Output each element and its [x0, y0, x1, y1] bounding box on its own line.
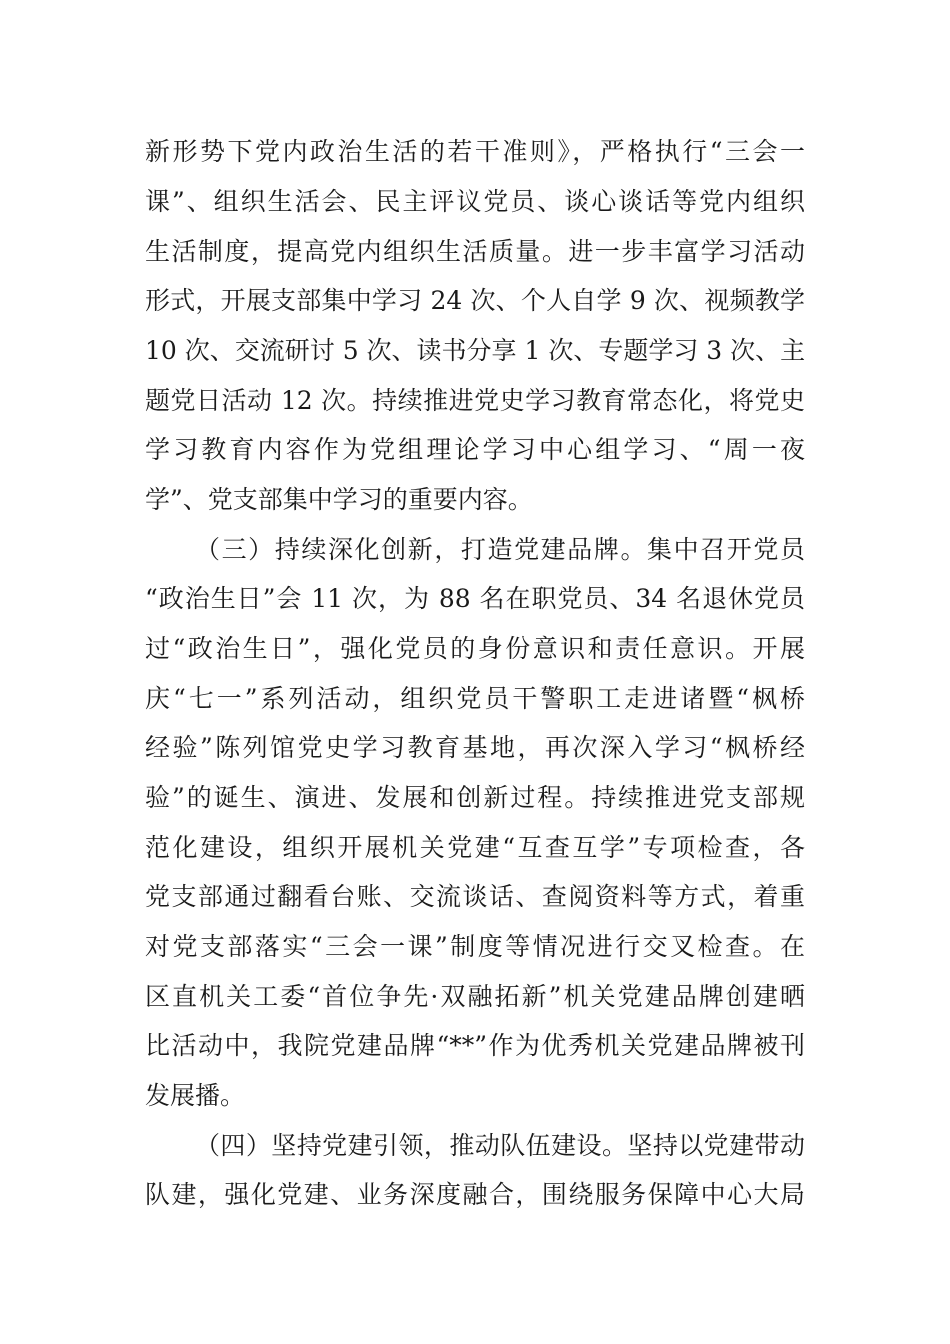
text-line: 10 次、交流研讨 5 次、读书分享 1 次、专题学习 3 次、主 [145, 336, 806, 365]
text-line: 新形势下党内政治生活的若干准则》，严格执行“三会一 [145, 137, 805, 166]
text-line: 范化建设，组织开展机关党建“互查互学”专项检查，各 [145, 833, 805, 862]
text-line: 经验”陈列馆党史学习教育基地，再次深入学习“枫桥经 [145, 733, 805, 762]
text-line: 队建，强化党建、业务深度融合，围绕服务保障中心大局 [145, 1180, 805, 1209]
section-heading-line: （三）持续深化创新，打造党建品牌。集中召开党员 [195, 535, 805, 564]
text-line: 庆“七一”系列活动，组织党员干警职工走进诸暨“枫桥 [145, 684, 805, 713]
section-heading-line: （四）坚持党建引领，推动队伍建设。坚持以党建带动 [195, 1131, 805, 1160]
text-line: 区直机关工委“首位争先·双融拓新”机关党建品牌创建晒 [145, 982, 805, 1011]
text-line: 形式，开展支部集中学习 24 次、个人自学 9 次、视频教学 [145, 286, 805, 315]
text-line: 生活制度，提高党内组织生活质量。进一步丰富学习活动 [145, 237, 805, 266]
text-line: 比活动中，我院党建品牌“**”作为优秀机关党建品牌被刊 [145, 1031, 805, 1060]
text-line: 学习教育内容作为党组理论学习中心组学习、“周一夜 [145, 435, 805, 464]
text-line: 课”、组织生活会、民主评议党员、谈心谈话等党内组织 [145, 187, 805, 216]
text-line: 题党日活动 12 次。持续推进党史学习教育常态化，将党史 [145, 386, 805, 415]
text-line: 党支部通过翻看台账、交流谈话、查阅资料等方式，着重 [145, 882, 805, 911]
text-line: 对党支部落实“三会一课”制度等情况进行交叉检查。在 [145, 932, 805, 961]
text-line: 过“政治生日”，强化党员的身份意识和责任意识。开展 [145, 634, 805, 663]
text-line: “政治生日”会 11 次，为 88 名在职党员、34 名退休党员 [145, 584, 805, 613]
text-line: 学”、党支部集中学习的重要内容。 [145, 485, 533, 514]
text-line: 发展播。 [145, 1081, 246, 1110]
text-line: 验”的诞生、演进、发展和创新过程。持续推进党支部规 [145, 783, 805, 812]
